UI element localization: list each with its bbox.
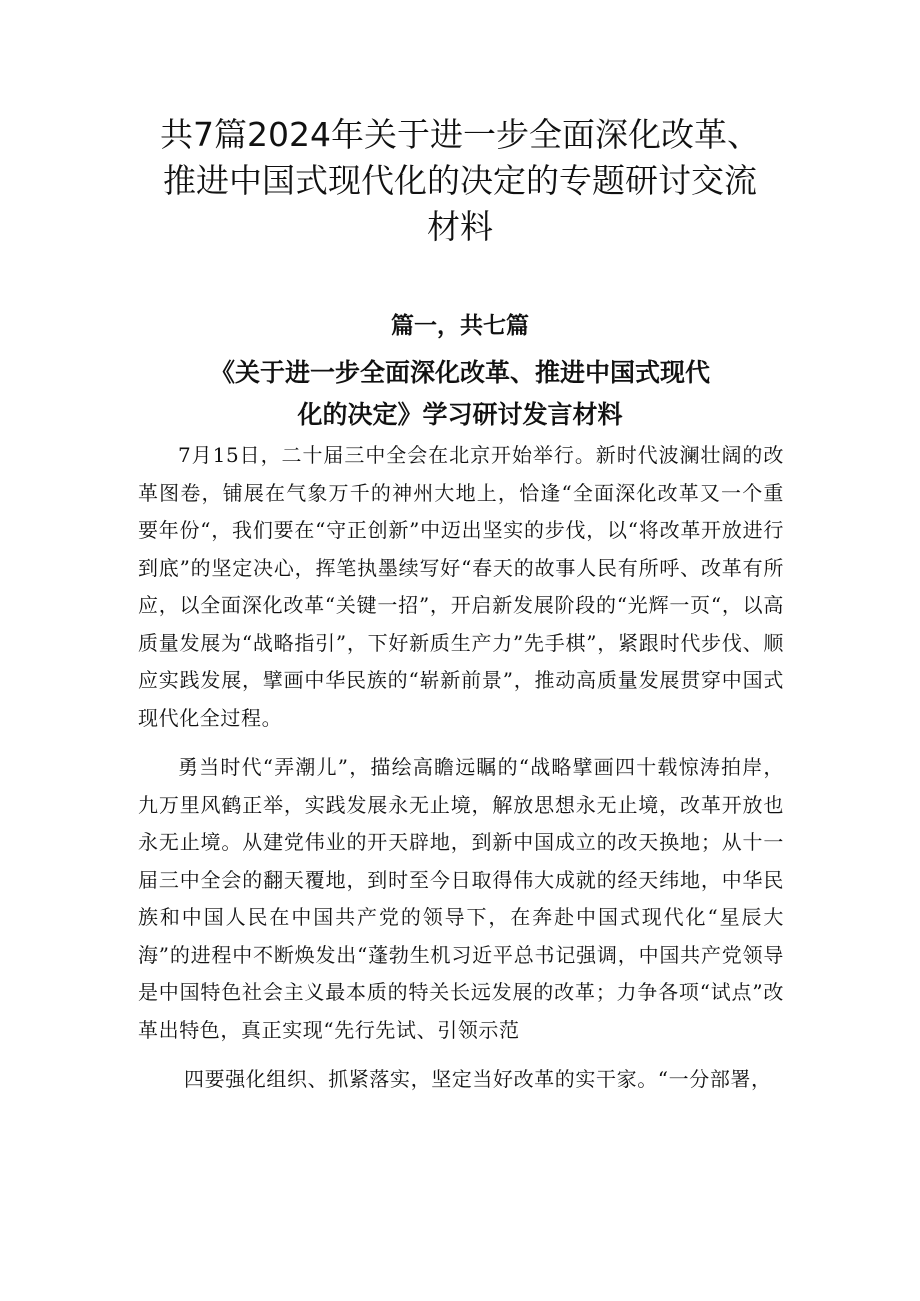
title-line-3: 材料 bbox=[427, 207, 493, 246]
section-label: 篇一，共七篇 bbox=[391, 313, 529, 339]
paragraph-1: 7月15日，二十届三中全会在北京开始举行。新时代波澜壮阔的改革图卷，铺展在气象万千的神州大地上，恰逢“全面深化改革又一个重要年份“，我们要在“守正创新”中迈出坚实的步伐，以“将改革开放进行到底”的坚定决心，挥笔执墨续写好“春天的故事人民有所呼、改革有所应，以全面深化改革“关键一招”，开启新发展阶段的“光辉一页“，以高质量发展为“战略指引”，下好新质生产力”先手棋”，紧跟时代步伐、顺应实践发展，擘画中华民族的“崭新前景”，推动高质量发展贯穿中国式现代化全过程。 bbox=[138, 443, 784, 730]
document-body bbox=[138, 437, 784, 1099]
section-title-line-1: 《关于进一步全面深化改革、推进中国式现代 bbox=[209, 358, 710, 387]
document-title bbox=[60, 112, 860, 250]
section-title bbox=[60, 352, 860, 436]
paragraph-2: 勇当时代“弄潮儿”，描绘高瞻远瞩的“战略擘画四十载惊涛拍岸，九万里风鹤正举，实践发展永无止境，解放思想永无止境，改革开放也永无止境。从建党伟业的开天辟地，到新中国成立的改天换地；从十一届三中全会的翻天覆地，到时至今日取得伟大成就的经天纬地，中华民族和中国人民在中国共产党的领导下，在奔赴中国式现代化“星辰大海”的进程中不断焕发出“蓬勃生机习近平总书记强调，中国共产党领导是中国特色社会主义最本质的特关长远发展的改革；力争各项“试点”改革出特色，真正实现“先行先试、引领示范 bbox=[138, 755, 784, 1042]
section-title-line-2: 化的决定》学习研讨发言材料 bbox=[297, 400, 623, 429]
paragraph-3: 四要强化组织、抓紧落实，坚定当好改革的实干家。“一分部署， bbox=[184, 1067, 772, 1091]
title-line-1: 共7篇2024年关于进一步全面深化改革、 bbox=[160, 115, 760, 154]
title-line-2: 推进中国式现代化的决定的专题研讨交流 bbox=[163, 161, 757, 200]
